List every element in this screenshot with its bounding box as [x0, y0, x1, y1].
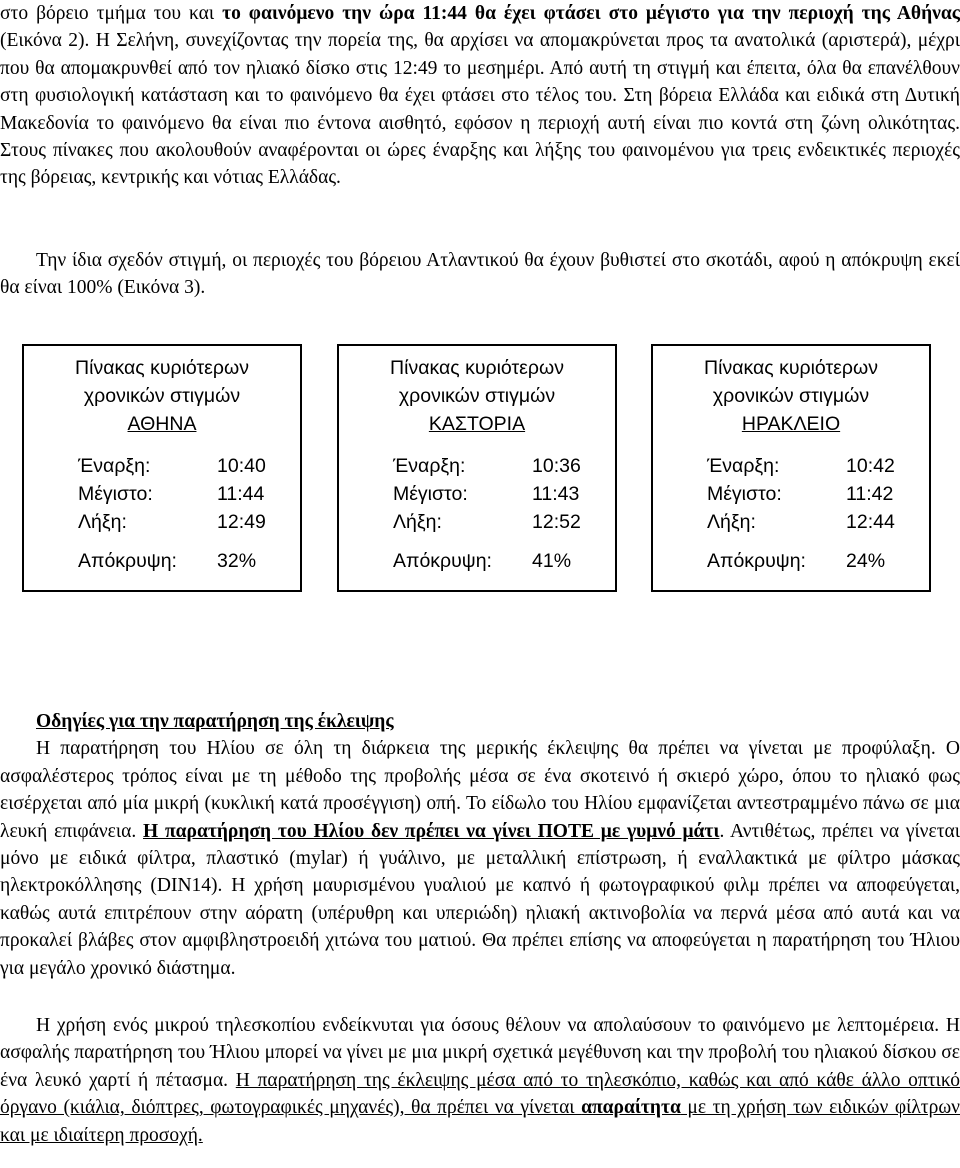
- row-end: [339, 508, 615, 536]
- row-occultation: [24, 547, 300, 575]
- label: Μέγιστο:: [78, 483, 153, 505]
- label: Έναρξη:: [707, 455, 780, 477]
- label: Απόκρυψη:: [78, 550, 177, 572]
- text-run: (Εικόνα 2). Η Σελήνη, συνεχίζοντας την πορεία της, θα αρχίσει να απομακρύνεται προς τα ανατολικά (αριστερά), μέχρι που θα απομακρυνθεί από τον ηλιακό δίσκο στις 12:49 το μεσημέρι. Από αυτή τη στιγμή και έπειτα, όλα θα επανέλθουν στη φυσιολογική κατάσταση και το φαινόμενο θα έχει φτάσει στο τέλος του. Στη βόρεια Ελλάδα και ειδικά στη Δυτική Μακεδονία το φαινόμενο θα είναι πιο έντονα αισθητό, εφόσον η περιοχή αυτή είναι πιο κοντά στη ζώνη ολικότητας. Στους πίνακες που ακολουθούν αναφέρονται οι ώρες έναρξης και λήξης του φαινομένου για τρεις ενδεικτικές περιοχές της βόρειας, κεντρικής και νότιας Ελλάδας.: [0, 30, 960, 189]
- label: Λήξη:: [707, 511, 756, 533]
- label: Απόκρυψη:: [707, 550, 806, 572]
- table-athens: [22, 344, 302, 592]
- row-end: [653, 508, 929, 536]
- text-run: Την ίδια σχεδόν στιγμή, οι περιοχές του βόρειου Ατλαντικού θα έχουν βυθιστεί στο σκοτάδι, αφού η απόκρυψη εκεί θα είναι 100% (Εικόνα 3).: [0, 250, 960, 299]
- title-line: χρονικών στιγμών: [398, 385, 556, 407]
- row-max: [339, 480, 615, 508]
- value: 11:42: [846, 483, 894, 505]
- city-name: ΚΑΣΤΟΡΙΑ: [428, 413, 526, 435]
- text-run: . Αντιθέτως, πρέπει να γίνεται μόνο με ειδικά φίλτρα, πλαστικό (mylar) ή γυάλινο, με μεταλλική επίστρωση, ή εναλλακτικά με φίλτρο μάσκας ηλεκτροκόλλησης (DIN14). Η χρήση μαυρισμένου γυαλιού με καπνό ή φωτογραφικού φιλμ πρέπει να αποφεύγεται, καθώς αυτά επιτρέπουν στην αόρατη (υπέρυθρη και υπεριώδη) ηλιακή ακτινοβολία να περνά μέσα από αυτά και να προκαλεί βλάβες στον αμφιβληστροειδή χιτώνα του ματιού. Θα πρέπει επίσης να αποφεύγεται η παρατήρηση του Ήλιου για μεγάλο χρονικό διάστημα.: [0, 820, 960, 979]
- row-start: [653, 452, 929, 480]
- value: 11:44: [217, 483, 265, 505]
- text-run: Η χρήση ενός μικρού τηλεσκοπίου ενδείκνυται για όσους θέλουν να απολαύσουν το φαινόμενο με λεπτομέρεια. Η ασφαλής παρατήρηση του Ήλιου μπορεί να γίνει με μια μικρή σχετικά μεγέθυνση και την προβολή του ηλιακού δίσκου σε ένα λευκό χαρτί ή πέτασμα.: [0, 1015, 960, 1091]
- label: Λήξη:: [78, 511, 127, 533]
- underlined-text: με τη χρήση των ειδικών φίλτρων και με ιδιαίτερη προσοχή.: [0, 1097, 960, 1146]
- warning-text: Η παρατήρηση του Ηλίου δεν πρέπει να γίνει ΠΟΤΕ με γυμνό μάτι: [143, 820, 720, 842]
- label: Μέγιστο:: [707, 483, 782, 505]
- row-max: [653, 480, 929, 508]
- table-title: [653, 354, 929, 438]
- title-line: Πίνακας κυριότερων: [704, 357, 878, 379]
- label: Λήξη:: [393, 511, 442, 533]
- telescope-paragraph: [0, 1012, 960, 1149]
- row-start: [24, 452, 300, 480]
- value: 24%: [846, 550, 886, 572]
- title-line: χρονικών στιγμών: [712, 385, 870, 407]
- value: 41%: [532, 550, 572, 572]
- table-heraklion: [651, 344, 931, 592]
- table-title: [339, 354, 615, 438]
- section-heading: Οδηγίες για την παρατήρηση της έκλειψης: [36, 711, 394, 732]
- title-line: Πίνακας κυριότερων: [390, 357, 564, 379]
- row-start: [339, 452, 615, 480]
- table-title: [24, 354, 300, 438]
- value: 10:40: [217, 455, 266, 477]
- row-max: [24, 480, 300, 508]
- row-occultation: [339, 547, 615, 575]
- title-line: χρονικών στιγμών: [83, 385, 241, 407]
- label: Έναρξη:: [393, 455, 466, 477]
- bold-text-run: το φαινόμενο την ώρα 11:44 θα έχει φτάσει στο μέγιστο για την περιοχή της Αθήνας: [222, 3, 960, 24]
- city-name: ΗΡΑΚΛΕΙΟ: [741, 413, 841, 435]
- instructions-section: [0, 708, 960, 982]
- value: 32%: [217, 550, 257, 572]
- value: 11:43: [532, 483, 580, 505]
- bold-underlined-text: απαραίτητα: [581, 1097, 681, 1119]
- city-name: ΑΘΗΝΑ: [127, 413, 197, 435]
- intro-paragraph: [0, 0, 960, 192]
- text-run: στο βόρειο τμήμα του και: [0, 3, 223, 24]
- underlined-text: Η παρατήρηση της έκλειψης μέσα από το τηλεσκόπιο, καθώς και από κάθε άλλο οπτικό όργανο (κιάλια, διόπτρες, φωτογραφικές μηχανές), θα πρέπει να γίνεται: [0, 1069, 960, 1119]
- row-end: [24, 508, 300, 536]
- value: 10:36: [532, 455, 581, 477]
- atlantic-paragraph: [0, 247, 960, 302]
- text-run: Η παρατήρηση του Ηλίου σε όλη τη διάρκεια της μερικής έκλειψης θα πρέπει να γίνεται με προφύλαξη. Ο ασφαλέστερος τρόπος είναι με τη μέθοδο της προβολής μέσα σε ένα σκοτεινό ή σκιερό χώρο, όπου το ηλιακό φως εισέρχεται από μία μικρή (κυκλική κατά προσέγγιση) οπή. Το είδωλο του Ηλίου εμφανίζεται αντεστραμμένο πάνω σε μια λευκή επιφάνεια.: [0, 738, 960, 842]
- value: 12:44: [846, 511, 895, 533]
- value: 10:42: [846, 455, 895, 477]
- label: Έναρξη:: [78, 455, 151, 477]
- label: Μέγιστο:: [393, 483, 468, 505]
- label: Απόκρυψη:: [393, 550, 492, 572]
- value: 12:52: [532, 511, 581, 533]
- table-kastoria: [337, 344, 617, 592]
- value: 12:49: [217, 511, 266, 533]
- title-line: Πίνακας κυριότερων: [75, 357, 249, 379]
- row-occultation: [653, 547, 929, 575]
